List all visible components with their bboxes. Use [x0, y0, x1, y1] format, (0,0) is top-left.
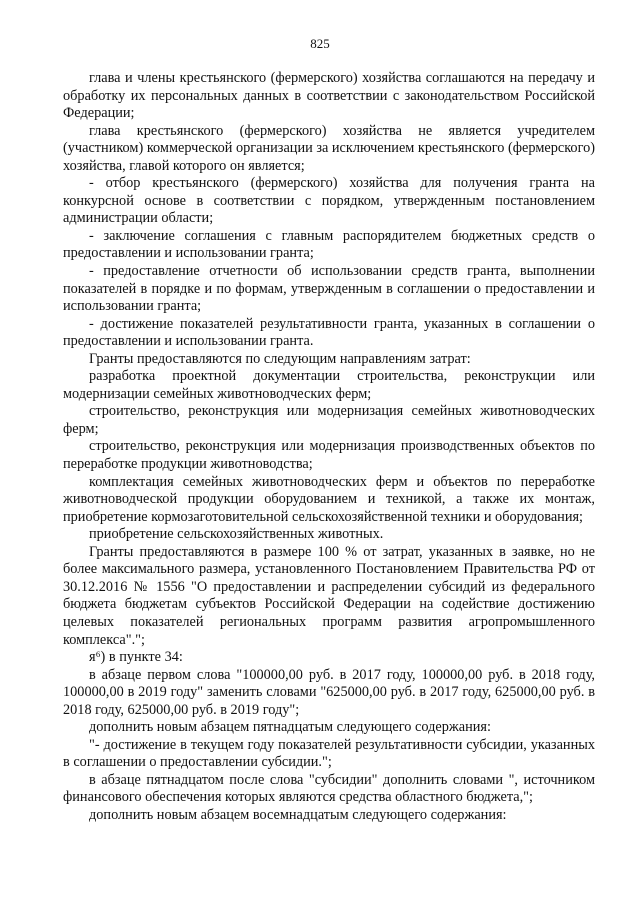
paragraph: - предоставление отчетности об использовании средств гранта, выполнении показателей в порядке и по формам, утвержденным в соглашении о предоставлении и использовании гранта; — [63, 263, 595, 315]
document-body — [63, 70, 595, 825]
paragraph: Гранты предоставляются по следующим направлениям затрат: — [89, 350, 471, 367]
paragraph: Гранты предоставляются в размере 100 % от затрат, указанных в заявке, но не более максимального размера, установленного Постановлением Правительства РФ от 30.12.2016 № 1556 "О предоставлении и распределении субсидий из федерального бюджета бюджетам субъектов Российской Федерации на содействие достижению целевых показателей региональных программ развития агропромышленного комплекса"."; — [63, 543, 595, 648]
paragraph: строительство, реконструкция или модернизация производственных объектов по переработке продукции животноводства; — [63, 438, 595, 473]
paragraph: я⁶) в пункте 34: — [89, 649, 183, 666]
paragraph: глава крестьянского (фермерского) хозяйства не является учредителем (участником) коммерческой организации за исключением крестьянского (фермерского) хозяйства, главой которого он является; — [63, 122, 595, 174]
paragraph: в абзаце пятнадцатом после слова "субсидии" дополнить словами ", источником финансового обеспечения которых являются средства областного бюджета,"; — [63, 771, 595, 806]
paragraph: - достижение показателей результативности гранта, указанных в соглашении о предоставлении и использовании гранта. — [63, 315, 595, 350]
paragraph: разработка проектной документации строительства, реконструкции или модернизации семейных животноводческих ферм; — [63, 368, 595, 402]
paragraph: глава и члены крестьянского (фермерского) хозяйства соглашаются на передачу и обработку их персональных данных в соответствии с законодательством Российской Федерации; — [63, 70, 595, 122]
paragraph: - отбор крестьянского (фермерского) хозяйства для получения гранта на конкурсной основе в соответствии с порядком, утвержденным постановлением администрации области; — [63, 175, 595, 227]
page-number: 825 — [310, 36, 330, 51]
paragraph: строительство, реконструкция или модернизация семейных животноводческих ферм; — [63, 403, 595, 437]
paragraph: - заключение соглашения с главным распорядителем бюджетных средств о предоставлении и использовании гранта; — [63, 227, 595, 262]
paragraph: комплектация семейных животноводческих ферм и объектов по переработке животноводческой продукции оборудованием и техникой, а также их монтаж, приобретение кормозаготовительной сельскохозяйственной техники и оборудования; — [63, 473, 595, 525]
paragraph: "- достижение в текущем году показателей результативности субсидии, указанных в соглашении о предоставлении субсидии."; — [63, 736, 595, 771]
paragraph: дополнить новым абзацем восемнадцатым следующего содержания: — [89, 806, 507, 823]
paragraph: приобретение сельскохозяйственных животных. — [89, 526, 384, 543]
paragraph: в абзаце первом слова "100000,00 руб. в 2017 году, 100000,00 руб. в 2018 году, 100000,00 в 2019 году" заменить словами "625000,00 руб. в 2017 году, 625000,00 руб. в 2018 году, 625000,00 руб. в 2019 году"; — [63, 666, 595, 718]
paragraph: дополнить новым абзацем пятнадцатым следующего содержания: — [89, 719, 491, 736]
